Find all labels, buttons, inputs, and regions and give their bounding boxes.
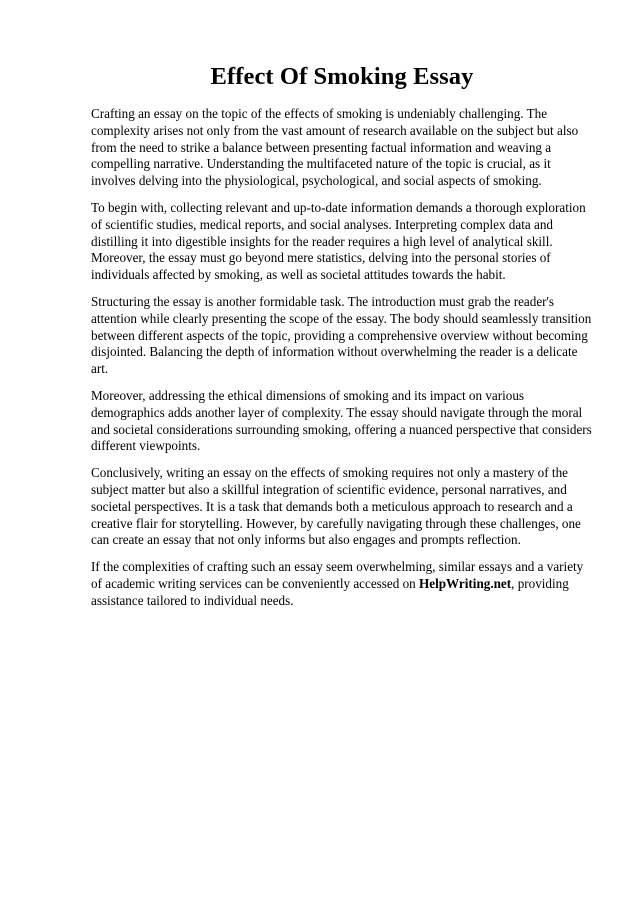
paragraph-conclusion: Conclusively, writing an essay on the effects of smoking requires not only a mastery of the subject matter but also a skillful integration of scientific evidence, personal narratives, and societal perspectives. It is a task that demands both a meticulous approach to research and a creative flair for storytelling. However, by carefully navigating through these challenges, one can create an essay that not only informs but also engages and prompts reflection. (91, 465, 581, 548)
document-title: Effect Of Smoking Essay (210, 63, 474, 90)
paragraph-ethics: Moreover, addressing the ethical dimensions of smoking and its impact on various demographics adds another layer of complexity. The essay should navigate through the moral and societal considerations surrounding smoking, offering a nuanced perspective that considers different viewpoints. (91, 387, 592, 454)
brand-link[interactable]: HelpWriting.net (419, 575, 512, 591)
paragraph-structure: Structuring the essay is another formidable task. The introduction must grab the reader's attention while clearly presenting the scope of the essay. The body should seamlessly transition between different aspects of the topic, providing a comprehensive overview without becoming disjointed. Balancing the depth of information without overwhelming the reader is a delicate art. (91, 293, 592, 377)
services-text-before: If the complexities of crafting such an essay seem overwhelming, similar essays and a variety of academic writing services can be conveniently accessed on (91, 559, 584, 591)
document-page (91, 62, 593, 620)
services-text-after: , providing assistance tailored to individual needs. (91, 575, 569, 608)
paragraph-intro: Crafting an essay on the topic of the effects of smoking is undeniably challenging. The complexity arises not only from the vast amount of research available on the subject but also from the need to strike a balance between presenting factual information and weaving a compelling narrative. Understanding the multifaceted nature of the topic is crucial, as it involves delving into the physiological, psychological, and social aspects of smoking. (91, 106, 579, 189)
paragraph-research: To begin with, collecting relevant and up-to-date information demands a thorough exploration of scientific studies, medical reports, and social analyses. Interpreting complex data and distilling it into digestible insights for the reader requires a high level of analytical skill. Moreover, the essay must go beyond mere statistics, delving into the personal stories of individuals affected by smoking, as well as societal attitudes towards the habit. (91, 199, 586, 283)
paragraph-services (91, 559, 593, 609)
